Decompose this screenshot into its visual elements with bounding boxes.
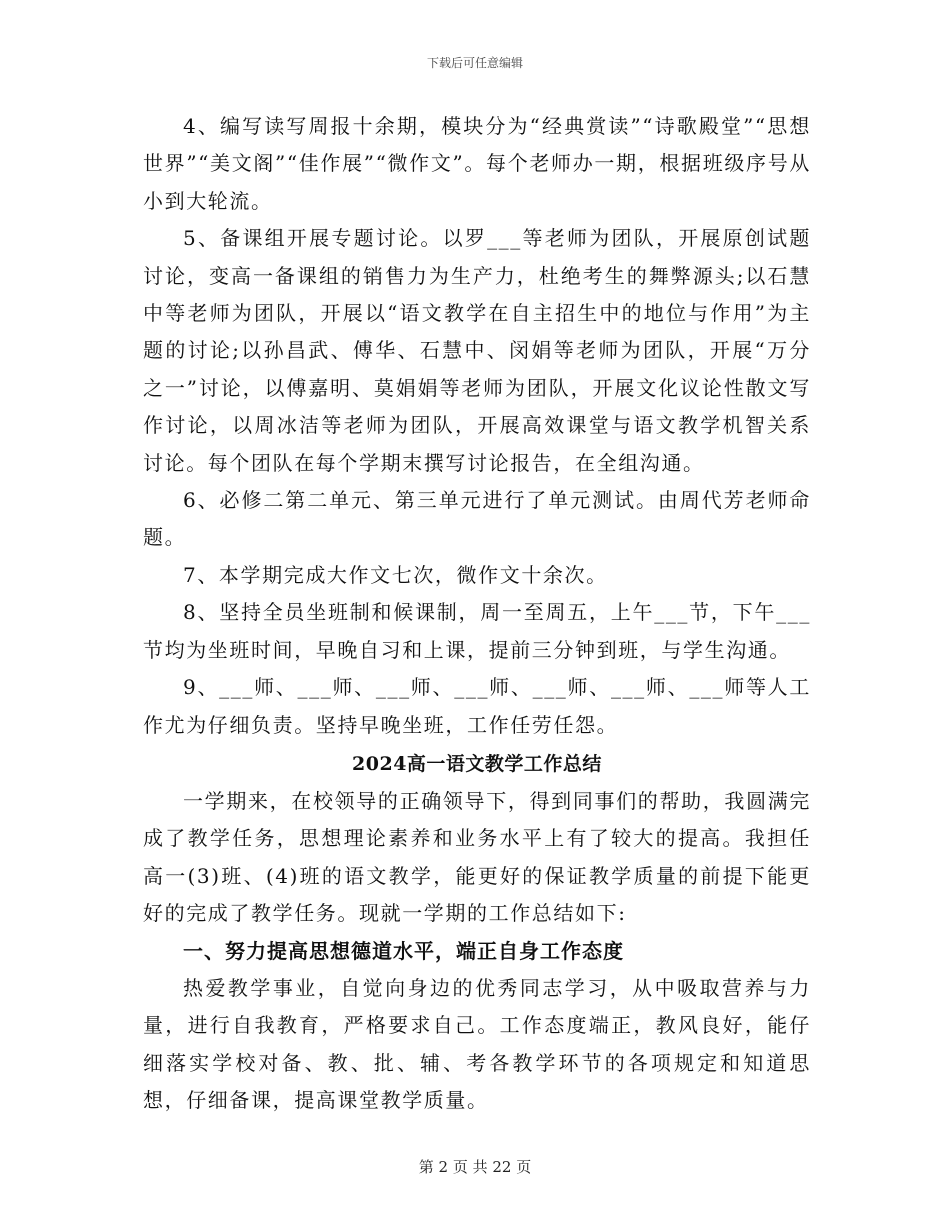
paragraph-item-5: 5、备课组开展专题讨论。以罗___等老师为团队，开展原创试题讨论，变高一备课组的销售力为生产力，杜绝考生的舞弊源头;以石慧中等老师为团队，开展以“语文教学在自主招生中的地位与作用”为主题的讨论;以孙昌武、傅华、石慧中、闵娟等老师为团队，开展“万分之一”讨论，以傅嘉明、莫娟娟等老师为团队，开展文化议论性散文写作讨论，以周冰洁等老师为团队，开展高效课堂与语文教学机智关系讨论。每个团队在每个学期末撰写讨论报告，在全组沟通。 bbox=[143, 226, 811, 475]
intro-paragraph: 一学期来，在校领导的正确领导下，得到同事们的帮助，我圆满完成了教学任务，思想理论素养和业务水平上有了较大的提高。我担任高一(3)班、(4)班的语文教学，能更好的保证教学质量的前提下能更好的完成了教学任务。现就一学期的工作总结如下: bbox=[143, 788, 811, 926]
paragraph-item-9: 9、___师、___师、___师、___师、___师、___师、___师等人工作尤为仔细负责。坚持早晚坐班，工作任劳任怨。 bbox=[143, 675, 811, 737]
paragraph-item-4: 4、编写读写周报十余期，模块分为“经典赏读”“诗歌殿堂”“思想世界”“美文阁”“佳作展”“微作文”。每个老师办一期，根据班级序号从小到大轮流。 bbox=[143, 114, 811, 213]
page-number: 第 2 页 共 22 页 bbox=[418, 1158, 532, 1176]
header-note: 下载后可任意编辑 bbox=[426, 56, 523, 70]
section-1-body: 热爱教学事业，自觉向身边的优秀同志学习，从中吸取营养与力量，进行自我教育，严格要求自己。工作态度端正，教风良好，能仔细落实学校对备、教、批、辅、考各教学环节的各项规定和知道思想，仔细备课，提高课堂教学质量。 bbox=[143, 975, 811, 1113]
document-body bbox=[143, 108, 811, 1120]
document-title: 2024高一语文教学工作总结 bbox=[352, 752, 602, 775]
paragraph-item-7: 7、本学期完成大作文七次，微作文十余次。 bbox=[183, 562, 608, 587]
paragraph-item-8: 8、坚持全员坐班制和候课制，周一至周五，上午___节，下午___节均为坐班时间，早晚自习和上课，提前三分钟到班，与学生沟通。 bbox=[143, 600, 811, 662]
paragraph-item-6: 6、必修二第二单元、第三单元进行了单元测试。由周代芳老师命题。 bbox=[143, 488, 811, 550]
section-heading-1: 一、努力提高思想德道水平，端正自身工作态度 bbox=[183, 938, 624, 963]
